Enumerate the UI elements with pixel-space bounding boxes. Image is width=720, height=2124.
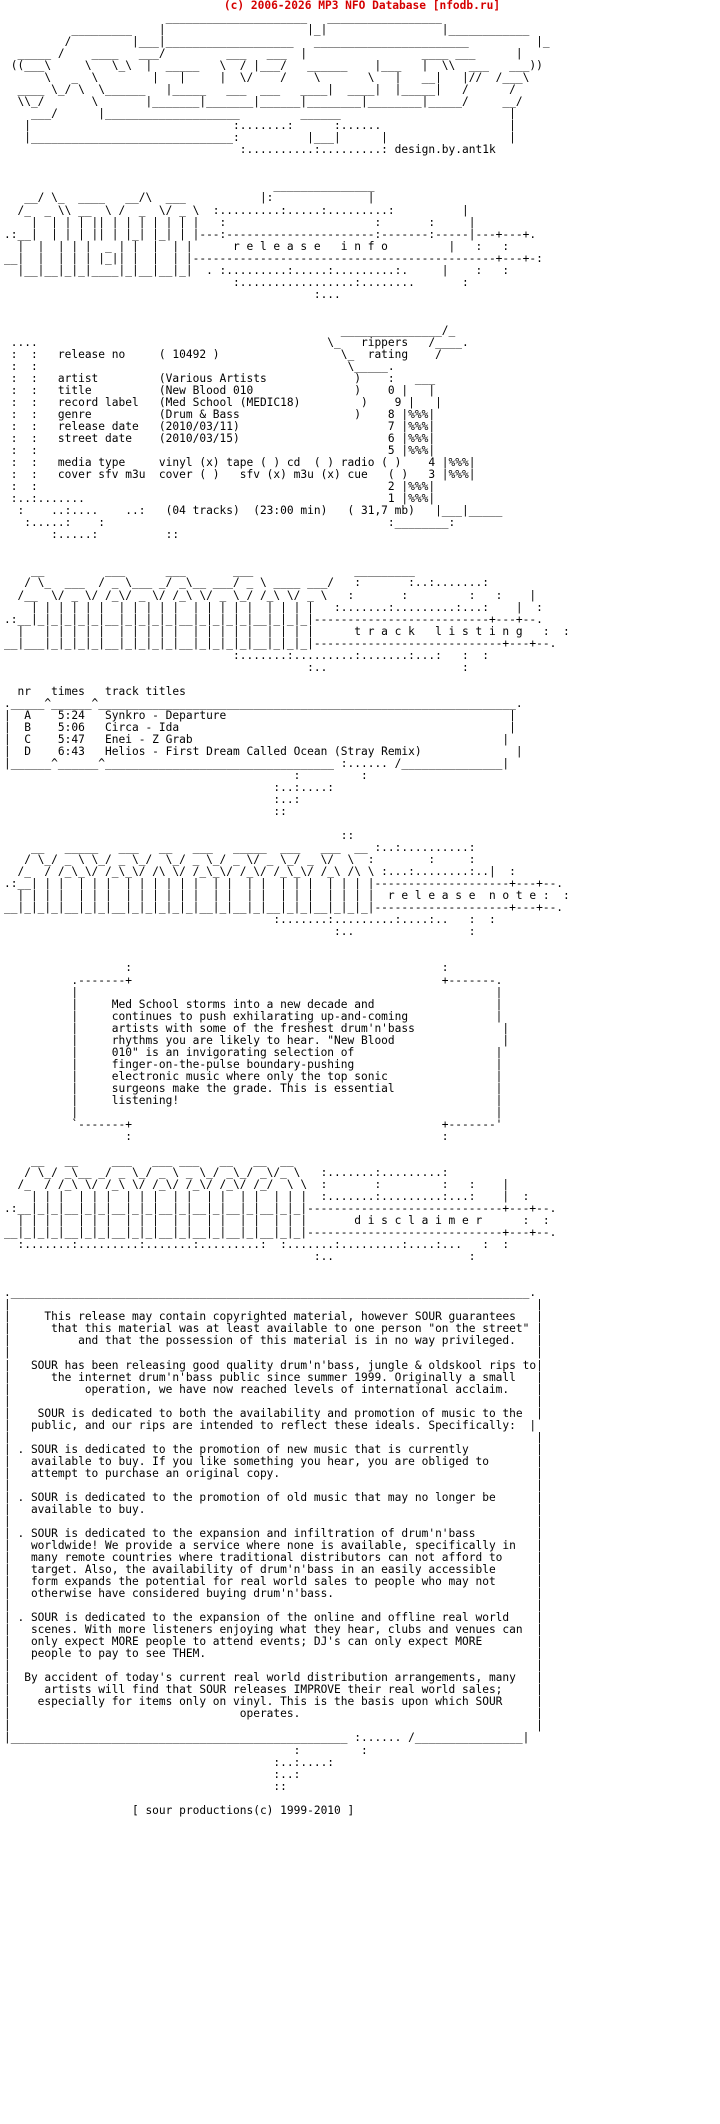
nfo-text: _____________________ _________________ _________ | |_| |____________ / |___|___________________ _______________________ |_ _____ / ____ ___/ ___ ___ | ____ ___ | ((___\ \ \_\ | _____ \ / |___/ ______ |___ | \\ ___ ___)) \ _ \ | | | \/ / \ \ | __| |// /___\ ____ \_/ \ \______ |_____ ___ ___ ____| ____| |_____| / / \\_/ \ |_______|_______|______|________|________|_____/ __/ ___/ |____________________ ______ | | :.......: :...... | |______________________________: |___| | | :..........:.........: design.by.ant1k _______________ __/ \_ ____ __/\ ___ |: | /_ _ \\ __ \ / _ \/ _ \ :.........:.....:.........: | | | | | || | | | | | | | : : : | .:__| | | | || | |_| |_| | |---:----------------------:-------:-----|---+---+. | | | | | _ | | | | | r e l e a s e i n f o | : : __| | | | | |_|| | | | |---------------------------------------------+---+-: |__|__|_|_|____|_|__|__|_| . :.........:.....:.........:. | : : :.................:........ : :... _______________/_ .... \_ rippers /____. : : release no ( 10492 ) \_ rating / : : \_____. : : artist (Various Artists ) : ___ : : title (New Blood 010 ) 0 | | : : record label (Med School (MEDIC18) ) 9 | | : : genre (Drum & Bass ) 8 |%%%| : : release date (2010/03/11) 7 |%%%| : : street date (2010/03/15) 6 |%%%| : : 5 |%%%| : : media type vinyl (x) tape ( ) cd ( ) radio ( ) 4 |%%%| : : cover sfv m3u cover ( ) sfv (x) m3u (x) cue ( ) 3 |%%%| : : 2 |%%%| :..:....... 1 |%%%| : ..:.... ..: (04 tracks) (23:00 min) ( 31,7 mb) |___|_____ :.....: : :________: :.....: :: __ ___ ___ ___ _________ / \_ ___ / _ \___ _/ _\__ ___/ _ \ ____ ___/ : :..:.......: /__ \/ _ \/ /_\/ _ \/ /_\ \/ _ \_/ /_\ \/ _ \ : : : : | | | | | | | | | | | | | | | | | | | | | :.......:.........:...: | : .:__|_|_|_|_|_|__|_|_|_|_|__|_|_|_|_|__|_|_|_|--------------------------+---+--. | | | | | | | | | | | | | | | | | | | | t r a c k l i s t i n g : : __|___|_|_|_|_|__|_|_|_|_|__|_|_|_|_|__|_|_|_|----------------------------+---+--. :.......:.........:.......:...: : : :.. : nr times track titles ._____^______^______________________________________________________________. | A 5:24 Synkro - Departure | | B 5:06 Circa - Ida | | C 5:47 Enei - Z Grab | | D 6:43 Helios - First Dream Called Ocean (Stray Remix) | |______^______^__________________________________ :...... /_______________| : : :..:....: :..: :: :: __ _____ ___ __ ___ _____ ___ ___ __ :..:..........: / \_/ _ \ \_/ _ \_/ \_/ _ \_/ _ \/ _ \_/ _ \/ \ : : : /_ / /_\_\/ /_\_\/ /\ \/ /_\_\/ /_\/ /_\_\/ /_\ /\ \ :...:........:..| : .:__| | | | | | | | | | | | | | | | | | | | | | |--------------------+---+--. | | | | | | | | | | | | | | | | | | | | | | | | r e l e a s e n o t e : : __|_|_|_|__|_|_|__|_|_|_|_|_|__|_|__|_|__|_|_|__|_|_|_|--------------------+---+--. :.......:.........:....:.. : : :.. : : : .-------+ +-------. | | | Med School storms into a new decade and | | continues to push exhilarating up-and-coming | | artists with some of the freshest drum'n'bass | | rhythms you are likely to hear. "New Blood | | 010" is an invigorating selection of | | finger-on-the-pulse boundary-pushing | | electronic music where only the top sonic | | surgeons make the grade. This is essential | | listening! | | | `-------+ +-------' : : __ __ ___ ___ ___ __ __ __ / \_/ _\__ _/ _ \_/ _ \ _ \_/ _\_/ _\/_ \ :.......:.........: /_ / /_\ \/ /_\ \/ /_\/ /_\/ /_\/ /_/ \ \ : : : : | | | | | | | | | | | | | | | | | | | :.......:.........:...: | : .:__|_|_|__|_|_|__|_|_|__|_|__|_|__|_|__|_|_|-----------------------------+---+--. | | | | | | | | | | | | | | | | | | | d i s c l a i m e r : : __|_|_|_|__|_|_|__|_|_|__|_|__|_|__|_|__|_|_|-----------------------------+---+--. :.......:.........:.......:.........: :.......:.........:....:... : : :.. : ._____________________________________________________________________________. | | | This release may contain copyrighted material, however SOUR guarantees | | that this material was at least available to one person "on the street" | | and that the possession of this material is in no way privileged. | | | | SOUR has been releasing good quality drum'n'bass, jungle & oldskool rips to| | the internet drum'n'bass public since summer 1999. Originally a small | | operation, we have now reached levels of international acclaim. | | | | SOUR is dedicated to both the availability and promotion of music to the | | public, and our rips are intended to reflect these ideals. Specifically: | | | | . SOUR is dedicated to the promotion of new music that is currently | | available to buy. If you like something you hear, you are obliged to | | attempt to purchase an original copy. | | | | . SOUR is dedicated to the promotion of old music that may no longer be | | available to buy. | | | | . SOUR is dedicated to the expansion and infiltration of drum'n'bass | | worldwide! We provide a service where none is available, specifically in | | many remote countries where traditional distributors can not afford to | | target. Also, the availability of drum'n'bass in an easily accessible | | form expands the potential for real world sales to people who may not | | otherwise have considered buying drum'n'bass. | | | | . SOUR is dedicated to the expansion of the online and offline real world | | scenes. With more listeners enjoying what they hear, clubs and venues can | | only expect MORE people to attend events; DJ's can only expect MORE | | people to pay to see THEM. | | | | By accident of today's current real world distribution arrangements, many | | artists will find that SOUR releases IMPROVE their real world sales; | | especially for items only on vinyl. This is the basis upon which SOUR | | operates. | | | |__________________________________________________ :...... /________________| : : :..:....: :..: :: [ sour productions(c) 1999-2010 ] [4,11,570,1817]
site-header: (c) 2006-2026 MP3 NFO Database [nfodb.ru] [223,0,501,12]
